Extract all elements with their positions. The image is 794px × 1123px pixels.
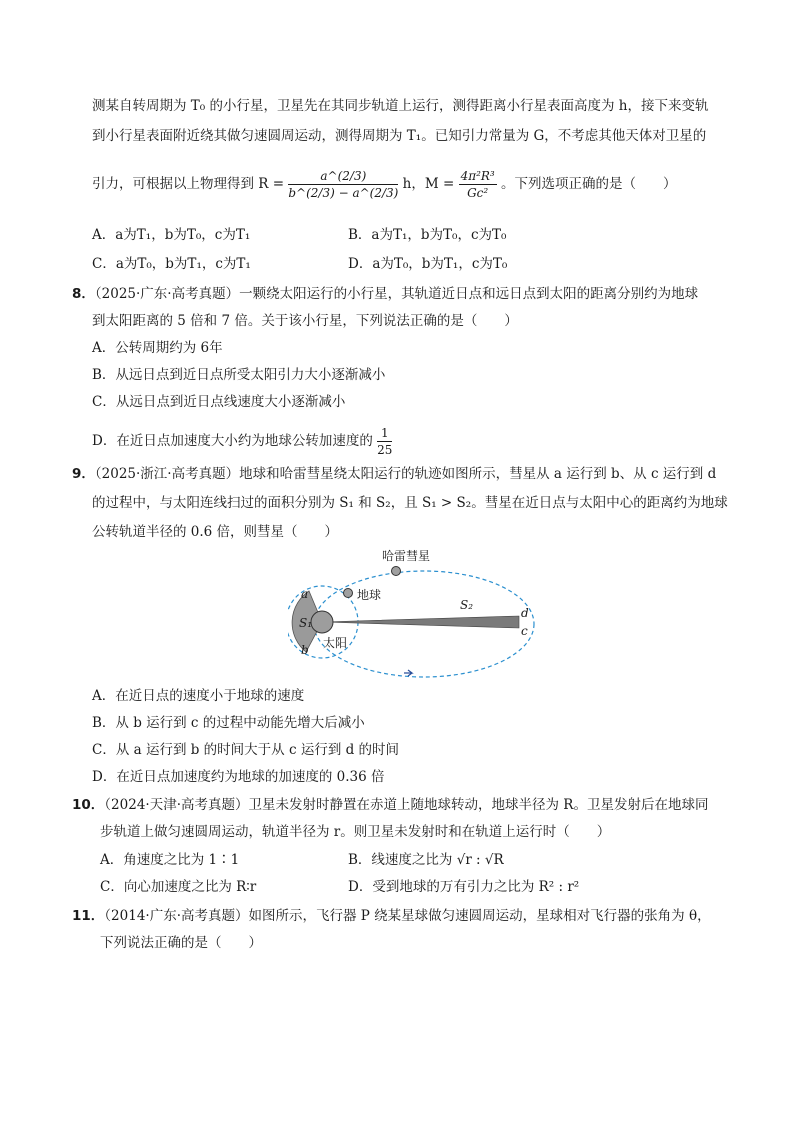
q7-line-3-suffix: 。下列选项正确的是（ ） [501, 176, 677, 192]
point-d-label: d [521, 606, 529, 620]
q8-stem-1: （2025·广东·高考真题）一颗绕太阳运行的小行星，其轨道近日点和远日点到太阳的距离分别约为地球 [94, 286, 699, 302]
point-c-label: c [521, 624, 528, 638]
comet-label: 哈雷彗星 [382, 549, 431, 563]
q8-number: 8． [72, 286, 95, 302]
s2-label: S₂ [460, 598, 474, 612]
q9-number: 9． [72, 466, 95, 482]
q9-option-b[interactable]: B．从 b 运行到 c 的过程中动能先增大后减小 [92, 715, 365, 731]
q7-line-3-prefix: 引力，可根据以上物理得到 R = [92, 176, 285, 192]
q7-line-1: 测某自转周期为 T₀ 的小行星，卫星先在其同步轨道上运行，测得距离小行星表面高度为 h，接下来变轨 [92, 98, 709, 114]
q9-line-2: 的过程中，与太阳连线扫过的面积分别为 S₁ 和 S₂，且 S₁ > S₂。彗星在近日点与太阳中心的距离约为地球 [92, 495, 728, 511]
q9-option-d[interactable]: D．在近日点加速度约为地球的加速度的 0.36 倍 [92, 769, 385, 785]
q8-option-d-fraction-den: 25 [377, 443, 393, 457]
q8-option-a[interactable]: A．公转周期约为 6年 [92, 340, 223, 356]
q7-formula-r [288, 168, 398, 201]
q7-formula-tail: h，M = [402, 176, 455, 192]
q9-line-3: 公转轨道半径的 0.6 倍，则彗星（ ） [92, 524, 339, 540]
q11-number: 11． [72, 908, 105, 924]
orbit-direction-arrow [404, 670, 412, 676]
q8-option-b[interactable]: B．从远日点到近日点所受太阳引力大小逐渐减小 [92, 367, 386, 383]
q11-line-1 [72, 906, 711, 926]
s1-label: S₁ [299, 616, 313, 630]
q9-option-a[interactable]: A．在近日点的速度小于地球的速度 [92, 688, 305, 704]
q7-option-b[interactable]: B．a为T₁，b为T₀，c为T₀ [348, 227, 507, 243]
earth [344, 589, 353, 598]
q10-option-d[interactable]: D．受到地球的万有引力之比为 R² : r² [348, 879, 580, 895]
s2-area [322, 616, 519, 628]
earth-label: 地球 [357, 588, 382, 602]
sun-label: 太阳 [323, 636, 348, 650]
comet-orbit-figure [288, 546, 538, 680]
q10-line-1 [72, 795, 708, 815]
q7-formula-m-numerator: 4π²R³ [460, 169, 495, 183]
q7-formula-m-denominator: Gc² [467, 186, 489, 200]
q11-stem-1: （2014·广东·高考真题）如图所示，飞行器 P 绕某星球做匀速圆周运动，星球相对飞行器的张角为 θ， [104, 908, 711, 924]
q9-stem-1: （2025·浙江·高考真题）地球和哈雷彗星绕太阳运行的轨迹如图所示，彗星从 a 运行到 b、从 c 运行到 d [94, 466, 717, 482]
point-a-label: a [301, 587, 309, 601]
q8-line-1 [72, 284, 698, 304]
q10-option-b[interactable]: B．线速度之比为 √r : √R [348, 852, 504, 868]
q11-line-2: 下列说法正确的是（ ） [100, 935, 262, 951]
q7-line-2: 到小行星表面附近绕其做匀速圆周运动，测得周期为 T₁。已知引力常量为 G，不考虑其他天体对卫星的 [92, 128, 707, 144]
q8-line-2: 到太阳距离的 5 倍和 7 倍。关于该小行星，下列说法正确的是（ ） [92, 313, 518, 329]
q9-option-c[interactable]: C．从 a 运行到 b 的时间大于从 c 运行到 d 的时间 [92, 742, 400, 758]
q8-option-d[interactable] [92, 424, 392, 458]
q7-formula-m [459, 168, 497, 201]
q7-line-3 [92, 166, 677, 202]
q10-stem-1: （2024·天津·高考真题）卫星未发射时静置在赤道上随地球转动，地球半径为 R。卫星发射后在地球同 [104, 797, 709, 813]
q7-option-a[interactable]: A．a为T₁，b为T₀，c为T₁ [92, 227, 251, 243]
q10-option-a[interactable]: A．角速度之比为 1∶1 [100, 852, 240, 868]
q10-option-c[interactable]: C．向心加速度之比为 R∶r [100, 879, 257, 895]
q10-line-2: 步轨道上做匀速圆周运动，轨道半径为 r。则卫星未发射时和在轨道上运行时（ ） [100, 824, 611, 840]
q8-option-c[interactable]: C．从远日点到近日点线速度大小逐渐减小 [92, 394, 346, 410]
sun [311, 611, 333, 633]
halley-comet [392, 567, 401, 576]
q8-option-d-text: D．在近日点加速度大小约为地球公转加速度的 [92, 433, 373, 449]
q7-option-c[interactable]: C．a为T₀，b为T₁，c为T₁ [92, 256, 251, 272]
q7-option-d[interactable]: D．a为T₀，b为T₁，c为T₀ [348, 256, 508, 272]
point-b-label: b [301, 643, 309, 657]
q8-option-d-fraction-num: 1 [377, 425, 392, 442]
q7-formula-r-denominator: b^(2/3) − a^(2/3) [288, 186, 399, 200]
q10-number: 10． [72, 797, 105, 813]
q9-line-1 [72, 464, 716, 484]
q7-formula-r-numerator: a^(2/3) [288, 168, 398, 185]
q8-option-d-fraction [377, 425, 392, 458]
